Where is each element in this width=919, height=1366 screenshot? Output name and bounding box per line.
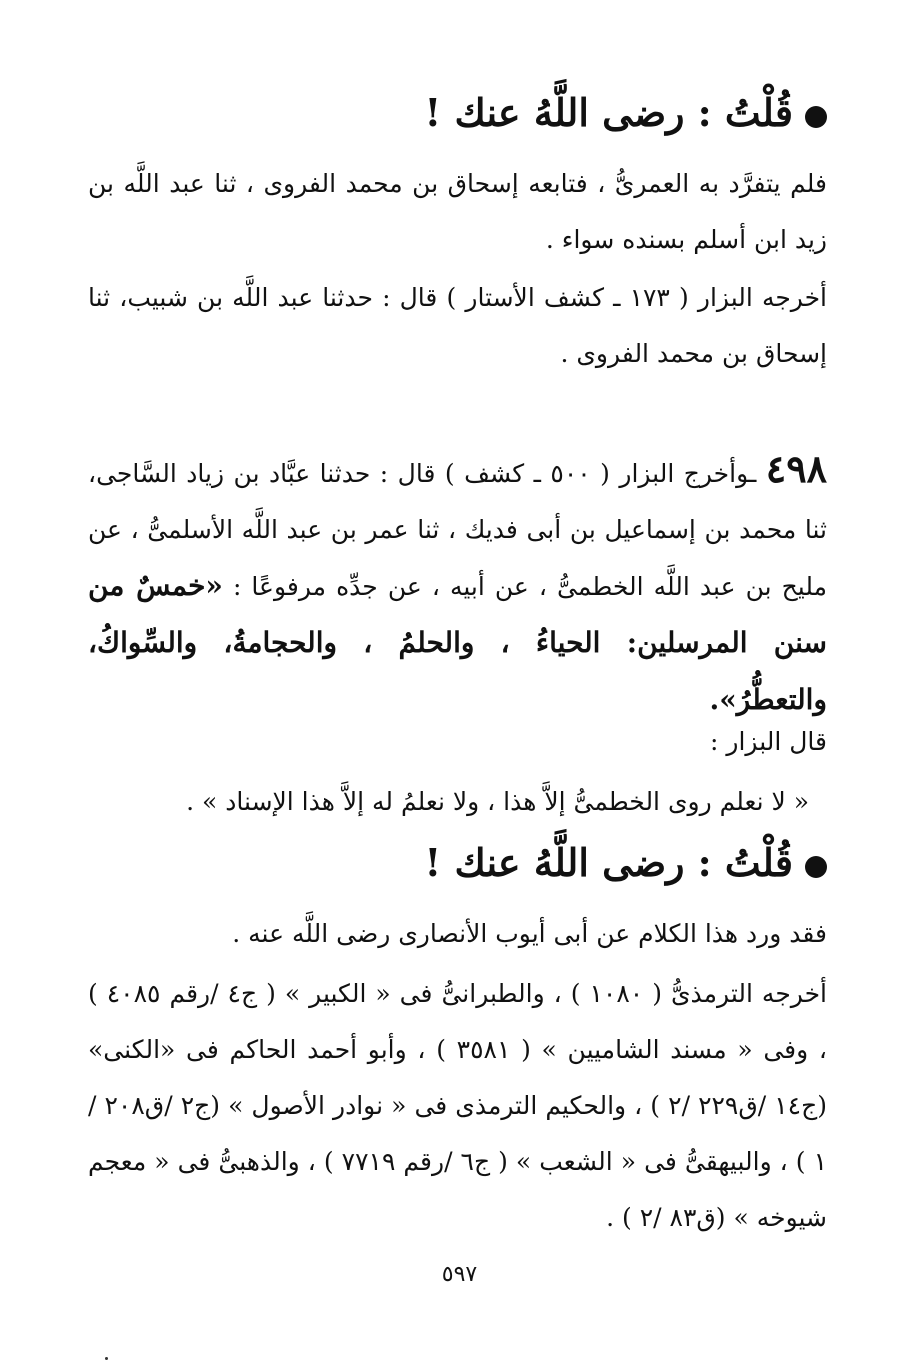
scan-speck — [105, 1357, 108, 1360]
paragraph-1 — [88, 156, 827, 268]
paragraph-5 — [88, 774, 827, 830]
paragraph-5-text: « لا نعلم روى الخطمىُّ إلاَّ هذا ، ولا نعلمُ له إلاَّ هذا الإسناد » . — [186, 787, 809, 816]
hadith-paragraph-text — [88, 441, 827, 729]
section-heading-2 — [425, 838, 827, 888]
paragraph-2-text: أخرجه البزار ( ١٧٣ ـ كشف الأستار ) قال : حدثنا عبد اللَّه بن شبيب، ثنا إسحاق بن محمد الفروى . — [88, 283, 827, 368]
hadith-number: ٤٩٨ — [765, 446, 828, 491]
hadith-body: ـوأخرج البزار ( ٥٠٠ ـ كشف ) قال : حدثنا عبَّاد بن زياد السَّاجى، ثنا محمد بن إسماعيل بن أبى فديك ، ثنا عمر بن عبد اللَّه الأسلمىُّ ، عن مليح بن عبد اللَّه الخطمىُّ ، عن أبيه ، عن جدِّه مرفوعًا : — [88, 459, 827, 601]
paragraph-4 — [88, 714, 827, 770]
paragraph-4-text: قال البزار : — [710, 727, 827, 756]
paragraph-1-text: فلم يتفرَّد به العمرىُّ ، فتابعه إسحاق بن محمد الفروى ، ثنا عبد اللَّه بن زيد ابن أسلم بسنده سواء . — [88, 169, 827, 254]
paragraph-2 — [88, 270, 827, 382]
bullet-icon — [805, 106, 827, 128]
paragraph-7-text: أخرجه الترمذىُّ ( ١٠٨٠ ) ، والطبرانىُّ فى « الكبير » ( ج٤ /رقم ٤٠٨٥ ) ، وفى « مسند الشاميين » ( ٣٥٨١ ) ، وأبو أحمد الحاكم فى «الكنى» (ج١٤ /ق٢٢٩ /٢ ) ، والحكيم الترمذى فى « نوادر الأصول » (ج٢ /ق٢٠٨ /١ ) ، والبيهقىُّ فى « الشعب » ( ج٦ /رقم ٧٧١٩ ) ، والذهبىُّ فى « معجم شيوخه » (ق٨٣ /٢ ) . — [88, 979, 828, 1232]
page-number: ٥٩٧ — [441, 1262, 478, 1287]
paragraph-6-text: فقد ورد هذا الكلام عن أبى أيوب الأنصارى رضى اللَّه عنه . — [232, 919, 827, 948]
heading-2-text: قُلْتُ : رضى اللَّهُ عنك ! — [424, 840, 793, 885]
heading-1-text: قُلْتُ : رضى اللَّهُ عنك ! — [424, 90, 793, 135]
hadith-quote: «خمسٌ من سنن المرسلين: الحياءُ ، والحلمُ ، والحجامةُ، والسِّواكُ، والتعطُّرُ». — [88, 569, 827, 716]
paragraph-6 — [88, 906, 827, 962]
bullet-icon — [805, 856, 827, 878]
paragraph-7 — [88, 966, 827, 1246]
section-heading-1 — [425, 88, 827, 138]
hadith-paragraph — [88, 441, 827, 729]
